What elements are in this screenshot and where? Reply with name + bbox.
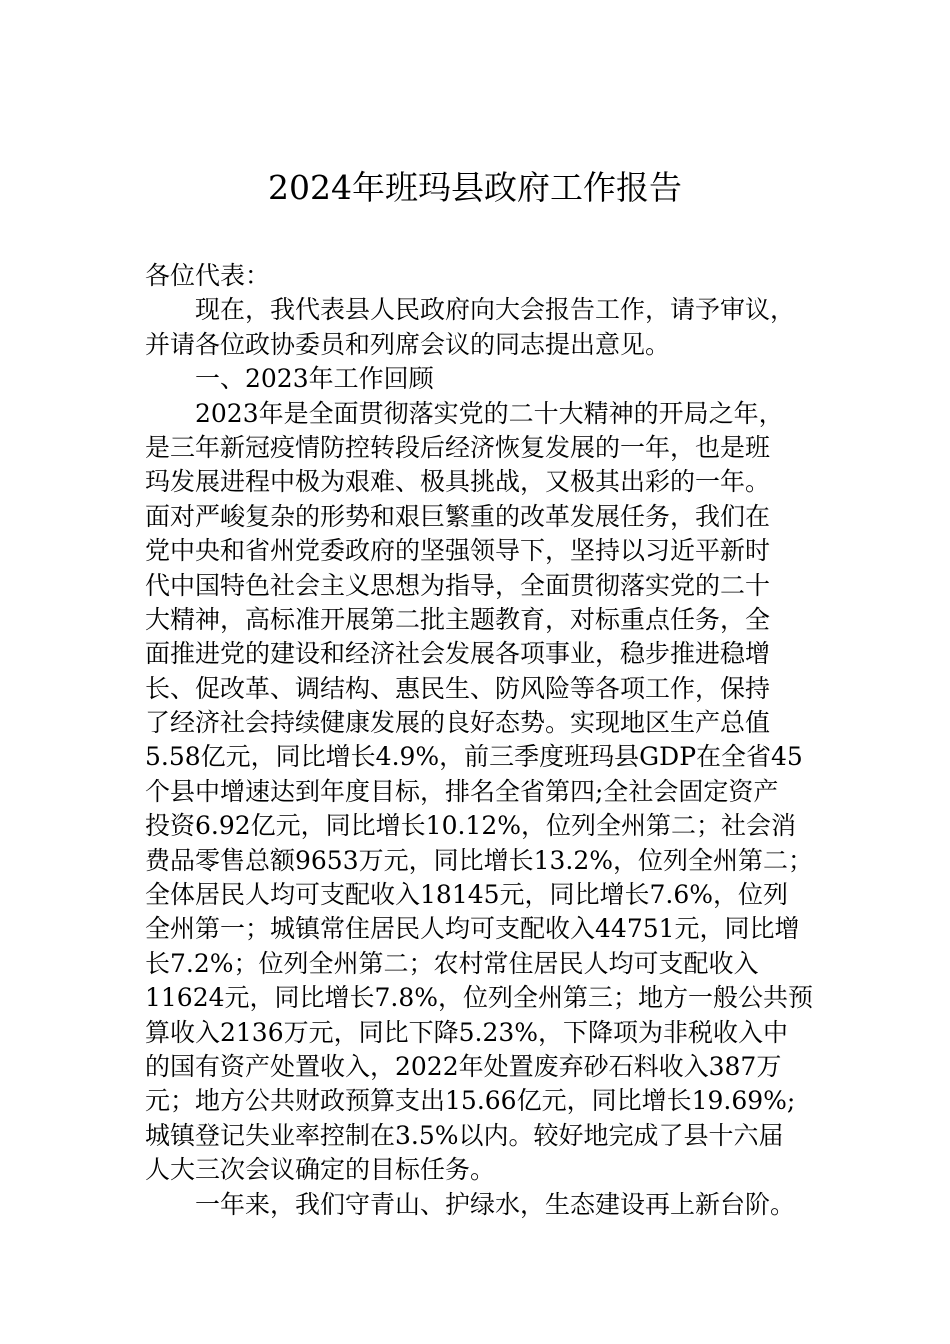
text-line: 长、促改革、调结构、惠民生、防风险等各项工作，保持 [145, 673, 771, 703]
text-line: 全州第一；城镇常住居民人均可支配收入44751元，同比增 [145, 914, 800, 944]
document-title: 2024年班玛县政府工作报告 [268, 168, 682, 207]
text-line: 2023年是全面贯彻落实党的二十大精神的开局之年， [145, 398, 784, 428]
text-line: 算收入2136万元，同比下降5.23%，下降项为非税收入中 [145, 1017, 789, 1047]
text-line: 一年来，我们守青山、护绿水，生态建设再上新台阶。 [145, 1189, 796, 1219]
text-line: 城镇登记失业率控制在3.5%以内。较好地完成了县十六届 [145, 1120, 784, 1150]
text-line: 大精神，高标准开展第二批主题教育，对标重点任务，全 [145, 604, 771, 634]
text-line: 长7.2%；位列全州第二；农村常住居民人均可支配收入 [145, 948, 759, 978]
text-line: 党中央和省州党委政府的坚强领导下，坚持以习近平新时 [145, 536, 771, 566]
text-line: 面推进党的建设和经济社会发展各项事业，稳步推进稳增 [145, 639, 771, 669]
text-line: 并请各位政协委员和列席会议的同志提出意见。 [145, 329, 671, 359]
text-line: 投资6.92亿元，同比增长10.12%，位列全州第二；社会消 [145, 811, 796, 841]
text-line: 个县中增速达到年度目标，排名全省第四;全社会固定资产 [145, 776, 779, 806]
text-line: 是三年新冠疫情防控转段后经济恢复发展的一年，也是班 [145, 432, 771, 462]
text-line: 的国有资产处置收入，2022年处置废弃砂石料收入387万 [145, 1051, 782, 1081]
text-line: 人大三次会议确定的目标任务。 [145, 1155, 496, 1185]
text-line: 5.58亿元，同比增长4.9%，前三季度班玛县GDP在全省45 [145, 742, 803, 772]
salutation-line: 各位代表： [145, 261, 271, 290]
document-body [145, 259, 845, 1222]
text-line: 面对严峻复杂的形势和艰巨繁重的改革发展任务，我们在 [145, 501, 771, 531]
text-line: 代中国特色社会主义思想为指导，全面贯彻落实党的二十 [145, 570, 771, 600]
text-line: 11624元，同比增长7.8%，位列全州第三；地方一般公共预 [145, 983, 814, 1013]
section-heading: 一、2023年工作回顾 [145, 364, 434, 394]
text-line: 费品零售总额9653万元，同比增长13.2%，位列全州第二； [145, 845, 814, 875]
text-line: 全体居民人均可支配收入18145元，同比增长7.6%，位列 [145, 880, 789, 910]
text-line: 元；地方公共财政预算支出15.66亿元，同比增长19.69%; [145, 1086, 796, 1116]
text-line: 玛发展进程中极为艰难、极具挑战，又极其出彩的一年。 [145, 467, 771, 497]
text-line: 现在，我代表县人民政府向大会报告工作，请予审议， [145, 295, 796, 325]
text-line: 了经济社会持续健康发展的良好态势。实现地区生产总值 [145, 708, 771, 738]
